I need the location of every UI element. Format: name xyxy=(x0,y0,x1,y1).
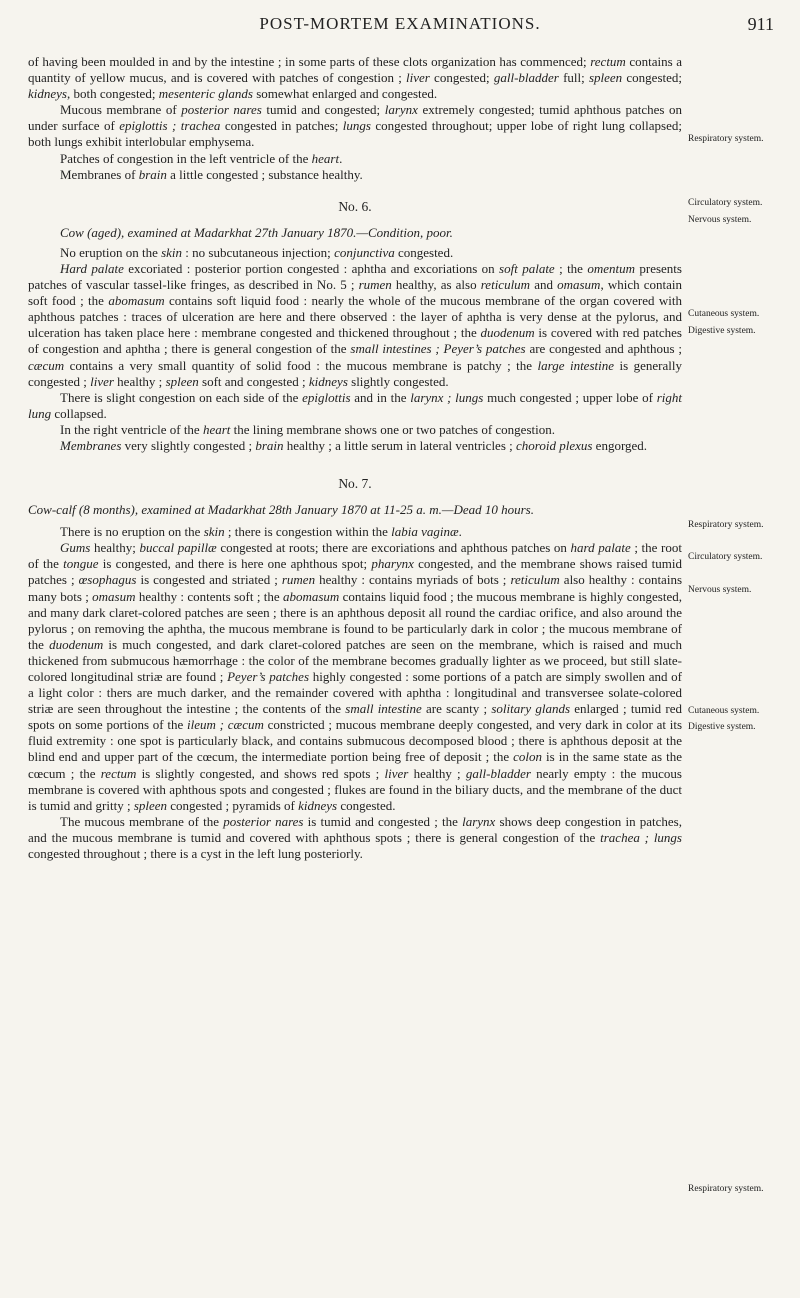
paragraph: of having been moulded in and by the intestine ; in some parts of these clots organization has commenced; rectum contains a quantity of yellow mucus, and is covered with patches of congestion ; liver congested; gall-bladder full; spleen congested; kidneys, both congested; mesenteric glands somewhat enlarged and congested. xyxy=(28,54,682,102)
paragraph: Gums healthy; buccal papillæ congested at roots; there are excoriations and aphthous patches on hard palate ; the root of the tongue is congested, and there is here one aphthous spot; pharynx congested, and the membrane shows raised tumid patches ; œsophagus is congested and striated ; rumen healthy : contains myriads of bots ; reticulum also healthy : contains many bots ; omasum healthy : contents soft ; the abomasum contains liquid food ; the mucous membrane is highly congested, and many dark claret-colored patches are seen ; there is an aphthous deposit all round the cardiac orifice, and also around the pylorus ; on removing the aphtha, the mucous membrane is found to be particularly dark in color ; the mucous membrane of the duodenum is much congested, and dark claret-colored patches are seen on the membrane, which is raised and much thickened from submucous hæmorrhage : the color of the membrane becomes gradually lighter as we proceed, but still slate-colored longitudinal striæ are found ; Peyer’s patches highly congested : some portions of a patch are simply swollen and of a light color : thers are much darker, and the remainder covered with aphtha : longitudinal and transversee solate-colored striæ are seen throughout the intestine ; the contents of the small intestine are scanty ; solitary glands enlarged ; tumid red spots on some portions of the ileum ; cæcum constricted ; mucous membrane deeply congested, and very dark in color at its fluid extremity : one spot is particularly black, and contains submucous decomposed blood ; there is aphthous deposit at the blind end and upper part of the cœcum, the intermediate portion being free of deposit ; the colon is in the same state as the cœcum ; the rectum is slightly congested, and shows red spots ; liver healthy ; gall-bladder nearly empty : the mucous membrane is covered with aphthous spots and congested ; flukes are found in the biliary ducts, and the membrane of the duct is tumid and gritty ; spleen congested ; pyramids of kidneys congested. xyxy=(28,540,683,813)
margin-note-circulatory: Circulatory system. xyxy=(688,552,763,562)
paragraph: There is slight congestion on each side of the epiglottis and in the larynx ; lungs much congested ; upper lobe of right lung collapsed. xyxy=(28,389,682,421)
margin-note-circulatory: Circulatory system. xyxy=(688,198,763,208)
case-number: No. 7. xyxy=(338,476,372,492)
case-number: No. 6. xyxy=(338,198,372,214)
paragraph: The mucous membrane of the posterior nares is tumid and congested ; the larynx shows deep congestion in patches, and the mucous membrane is tumid and covered with aphthous spots ; there is general congestion of the trachea ; lungs congested throughout ; there is a cyst in the left lung posteriorly. xyxy=(28,813,682,862)
paragraph: In the right ventricle of the heart the lining membrane shows one or two patches of congestion. xyxy=(60,421,555,437)
body-text xyxy=(28,54,682,862)
margin-note-digestive: Digestive system. xyxy=(688,722,756,732)
paragraph: Patches of congestion in the left ventricle of the heart. xyxy=(60,150,343,166)
page-number: 911 xyxy=(747,14,774,34)
running-head: POST-MORTEM EXAMINATIONS. xyxy=(259,14,541,33)
paragraph: Membranes of brain a little congested ; substance healthy. xyxy=(60,166,363,182)
margin-note-cutaneous: Cutaneous system. xyxy=(688,309,760,319)
paragraph: Hard palate excoriated : posterior portion congested : aphtha and excoriations on soft palate ; the omentum presents patches of vascular tassel-like fringes, as described in No. 5 ; rumen healthy, as also reticulum and omasum, which contain soft food ; the abomasum contains soft liquid food : nearly the whole of the mucous membrane of the organ covered with aphthous patches : traces of ulceration are here and there observed : the layer of aphtha is very dense at the pylorus, and ulceration has taken place here : membrane congested and thickened throughout ; the duodenum is covered with red patches of congestion and aphtha ; there is general congestion of the small intestines ; Peyer’s patches are congested and aphthous ; cæcum contains a very small quantity of solid food : the mucous membrane is patchy ; the large intestine is generally congested ; liver healthy ; spleen soft and congested ; kidneys slightly congested. xyxy=(28,260,683,389)
margin-note-nervous: Nervous system. xyxy=(688,585,752,595)
paragraph: There is no eruption on the skin ; there is congestion within the labia vaginæ. xyxy=(60,524,462,540)
margin-note-nervous: Nervous system. xyxy=(688,215,752,225)
margin-note-respiratory: Respiratory system. xyxy=(688,1184,764,1194)
paragraph: No eruption on the skin : no subcutaneous injection; conjunctiva congested. xyxy=(60,244,454,260)
case-title: Cow (aged), examined at Madarkhat 27th January 1870.—Condition, poor. xyxy=(60,224,453,240)
margin-note-respiratory: Respiratory system. xyxy=(688,520,764,530)
page-header xyxy=(0,14,800,38)
paragraph: Membranes very slightly congested ; brain healthy ; a little serum in lateral ventricles ; choroid plexus engorged. xyxy=(60,437,648,453)
margin-note-digestive: Digestive system. xyxy=(688,326,756,336)
paragraph: Mucous membrane of posterior nares tumid and congested; larynx extremely congested; tumid aphthous patches on under surface of epiglottis ; trachea congested in patches; lungs congested throughout; upper lobe of right lung collapsed; both lungs exhibit interlobular emphysema. xyxy=(28,102,683,150)
margin-note-cutaneous: Cutaneous system. xyxy=(688,706,760,716)
case-title: Cow-calf (8 months), examined at Madarkhat 28th January 1870 at 11-25 a. m.—Dead 10 hours. xyxy=(28,502,534,518)
margin-note-respiratory: Respiratory system. xyxy=(688,134,764,144)
